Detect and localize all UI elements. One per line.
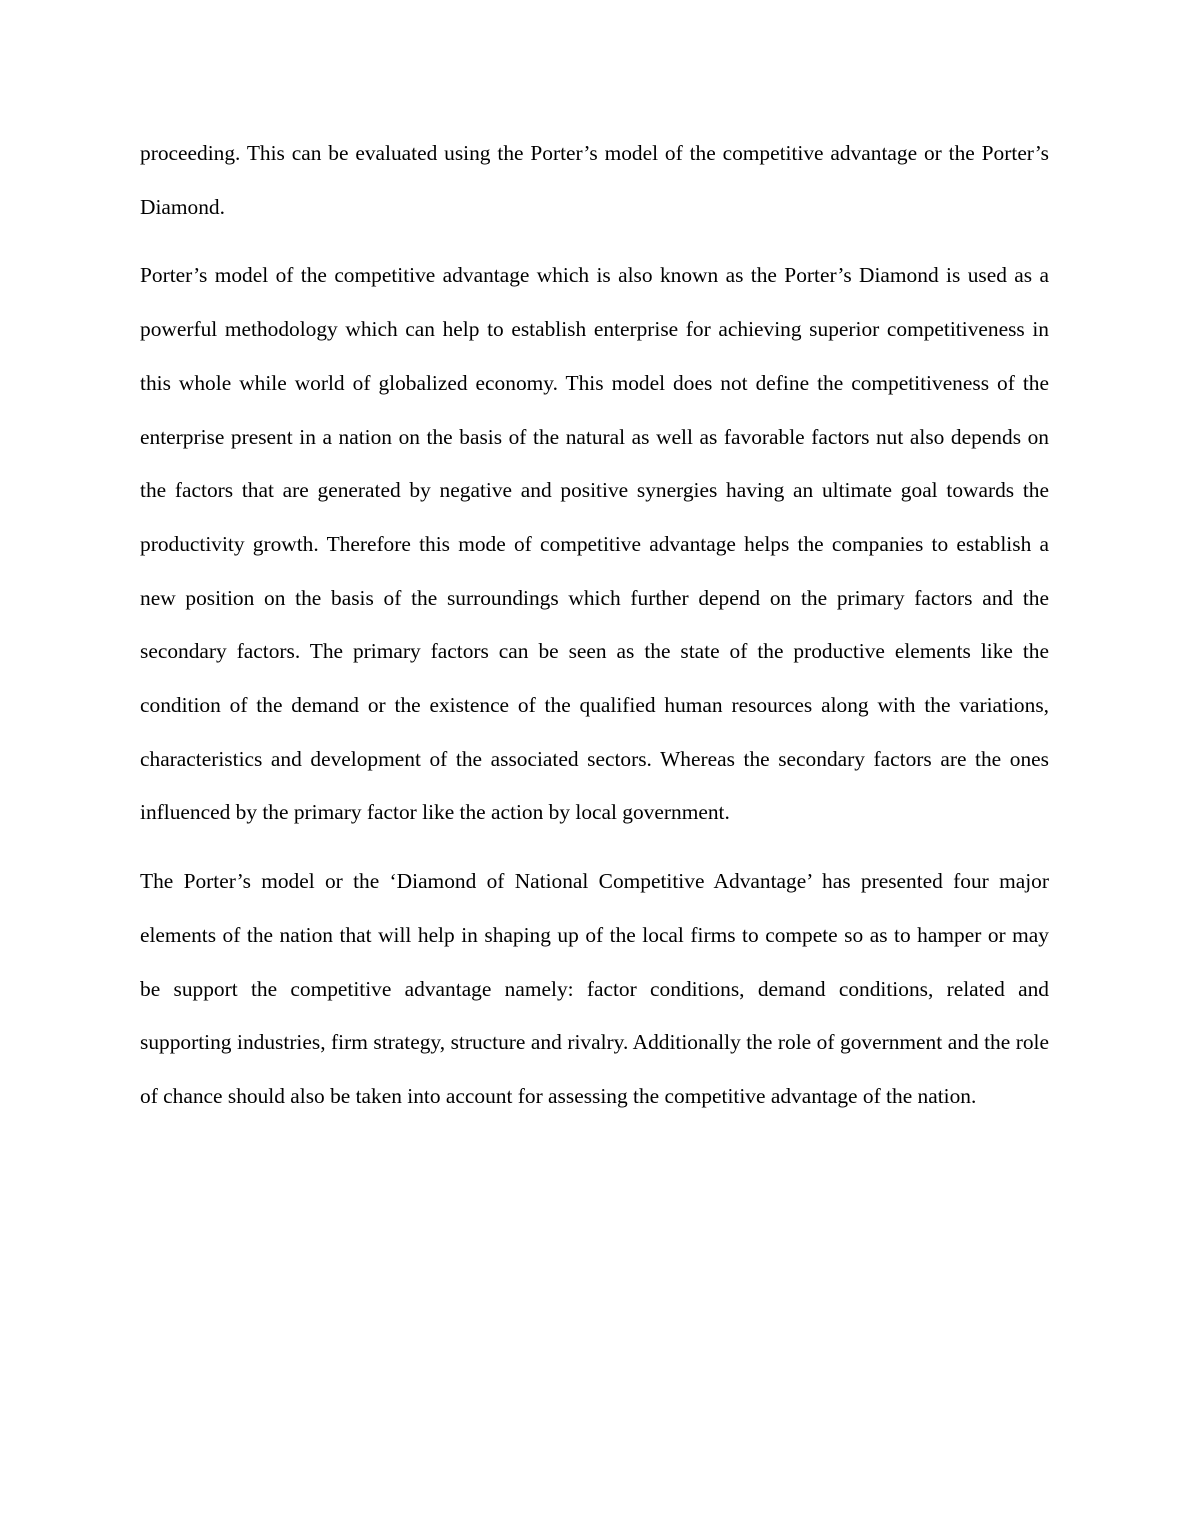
- document-body: [140, 127, 1049, 1124]
- paragraph-porters-diamond-intro: proceeding. This can be evaluated using the Porter’s model of the competitive advantage or the Porter’s Diamond.: [140, 141, 1049, 219]
- paragraph-diamond-elements: The Porter’s model or the ‘Diamond of National Competitive Advantage’ has presented four major elements of the nation that will help in shaping up of the local firms to compete so as to hamper or may be support the competitive advantage namely: factor conditions, demand conditions, related and supporting industries, firm strategy, structure and rivalry. Additionally the role of government and the role of chance should also be taken into account for assessing the competitive advantage of the nation.: [140, 869, 1049, 1108]
- paragraph-competitive-advantage-model: Porter’s model of the competitive advantage which is also known as the Porter’s Diamond is used as a powerful methodology which can help to establish enterprise for achieving superior competitiveness in this whole while world of globalized economy. This model does not define the competitiveness of the enterprise present in a nation on the basis of the natural as well as favorable factors nut also depends on the factors that are generated by negative and positive synergies having an ultimate goal towards the productivity growth. Therefore this mode of competitive advantage helps the companies to establish a new position on the basis of the surroundings which further depend on the primary factors and the secondary factors. The primary factors can be seen as the state of the productive elements like the condition of the demand or the existence of the qualified human resources along with the variations, characteristics and development of the associated sectors. Whereas the secondary factors are the ones influenced by the primary factor like the action by local government.: [140, 263, 1049, 825]
